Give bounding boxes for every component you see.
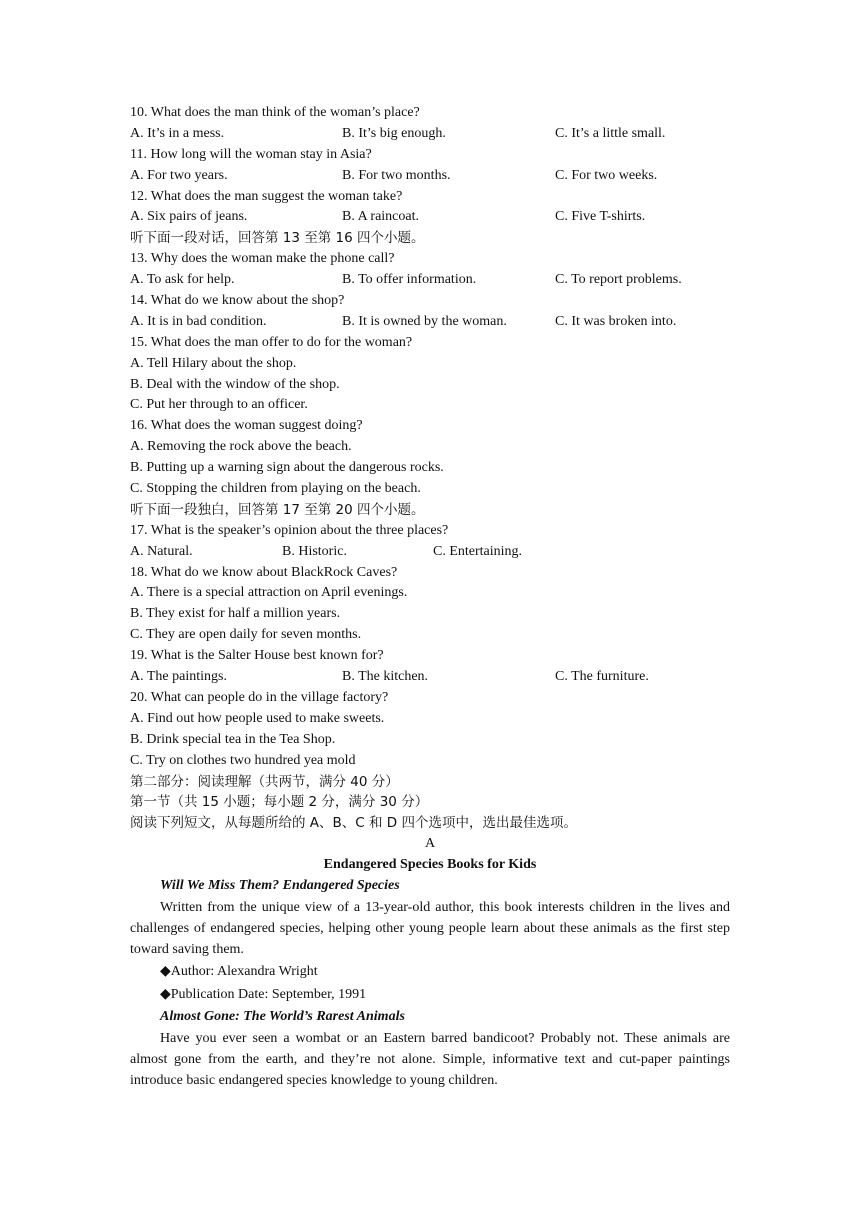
part2-heading: 第二部分：阅读理解（共两节，满分 40 分） — [130, 773, 399, 790]
option-a: A. The paintings. — [130, 669, 227, 685]
option-c: C. To report problems. — [555, 272, 682, 288]
option-18-b: B. They exist for half a million years. — [130, 606, 341, 622]
option-15-b: B. Deal with the window of the shop. — [130, 376, 340, 392]
option-20-c: C. Try on clothes two hundred yea mold — [130, 752, 356, 768]
book2-description: Have you ever seen a wombat or an Eastern barred bandicoot? Probably not. These animals are almost gone from the earth, and they’re not alone. Simple, informative text and cut-paper paintings introduce basic endangered species knowledge to young children. — [130, 1030, 730, 1088]
option-c: C. Five T-shirts. — [555, 209, 646, 225]
options-17 — [130, 542, 730, 563]
option-c: C. It’s a little small. — [555, 125, 666, 141]
option-b: B. It’s big enough. — [342, 125, 446, 141]
option-b: B. The kitchen. — [342, 669, 429, 685]
question-19: 19. What is the Salter House best known for? — [130, 648, 384, 664]
question-10: 10. What does the man think of the woman’s place? — [130, 105, 420, 120]
option-a: A. It is in bad condition. — [130, 313, 267, 329]
option-a: A. Six pairs of jeans. — [130, 209, 248, 225]
passage-letter: A — [424, 836, 436, 852]
option-b: B. For two months. — [342, 167, 451, 183]
option-16-a: A. Removing the rock above the beach. — [130, 439, 352, 455]
passage-title: Endangered Species Books for Kids — [323, 857, 537, 873]
option-b: B. To offer information. — [342, 272, 477, 288]
question-14: 14. What do we know about the shop? — [130, 293, 345, 309]
option-a: A. For two years. — [130, 167, 228, 183]
question-20: 20. What can people do in the village factory? — [130, 689, 389, 705]
option-c: C. For two weeks. — [555, 167, 658, 183]
option-a: A. Natural. — [130, 543, 193, 559]
option-a: A. It’s in a mess. — [130, 125, 225, 141]
option-20-b: B. Drink special tea in the Tea Shop. — [130, 731, 336, 747]
option-16-b: B. Putting up a warning sign about the dangerous rocks. — [130, 460, 444, 476]
options-11 — [130, 166, 730, 187]
option-16-c: C. Stopping the children from playing on the beach. — [130, 481, 421, 497]
option-15-c: C. Put her through to an officer. — [130, 397, 308, 413]
option-c: C. Entertaining. — [433, 543, 523, 559]
question-16: 16. What does the woman suggest doing? — [130, 418, 363, 434]
reading-instruction: 阅读下列短文，从每题所给的 A、B、C 和 D 四个选项中，选出最佳选项。 — [130, 815, 577, 832]
question-11: 11. How long will the woman stay in Asia? — [130, 146, 372, 162]
option-c: C. It was broken into. — [555, 313, 677, 329]
options-10 — [130, 124, 730, 145]
option-c: C. The furniture. — [555, 669, 649, 685]
question-13: 13. Why does the woman make the phone call? — [130, 251, 395, 267]
book1-date: ◆Publication Date: September, 1991 — [160, 987, 367, 1003]
section1-heading: 第一节（共 15 小题；每小题 2 分，满分 30 分） — [130, 794, 429, 811]
question-17: 17. What is the speaker’s opinion about the three places? — [130, 522, 449, 538]
option-18-a: A. There is a special attraction on April evenings. — [130, 585, 408, 601]
question-15: 15. What does the man offer to do for the woman? — [130, 334, 413, 350]
option-b: B. A raincoat. — [342, 209, 419, 225]
option-a: A. To ask for help. — [130, 272, 235, 288]
option-20-a: A. Find out how people used to make sweets. — [130, 710, 385, 726]
option-b: B. Historic. — [282, 543, 347, 559]
options-12 — [130, 207, 730, 228]
option-b: B. It is owned by the woman. — [342, 313, 507, 329]
book1-description: Written from the unique view of a 13-year-old author, this book interests children in the lives and challenges of endangered species, helping other young people learn about these animals as the first step toward saving them. — [130, 899, 730, 957]
question-18: 18. What do we know about BlackRock Caves? — [130, 564, 398, 580]
question-12: 12. What does the man suggest the woman take? — [130, 188, 403, 204]
options-14 — [130, 312, 730, 333]
instruction-17-20: 听下面一段独白，回答第 17 至第 20 四个小题。 — [130, 501, 425, 518]
options-19 — [130, 667, 730, 688]
book1-title: Will We Miss Them? Endangered Species — [160, 877, 400, 893]
option-18-c: C. They are open daily for seven months. — [130, 627, 362, 643]
book2-title: Almost Gone: The World’s Rarest Animals — [160, 1008, 405, 1024]
book1-author: ◆Author: Alexandra Wright — [160, 963, 318, 979]
exam-page — [130, 103, 730, 1091]
option-15-a: A. Tell Hilary about the shop. — [130, 355, 297, 371]
instruction-13-16: 听下面一段对话，回答第 13 至第 16 四个小题。 — [130, 230, 425, 247]
options-13 — [130, 270, 730, 291]
